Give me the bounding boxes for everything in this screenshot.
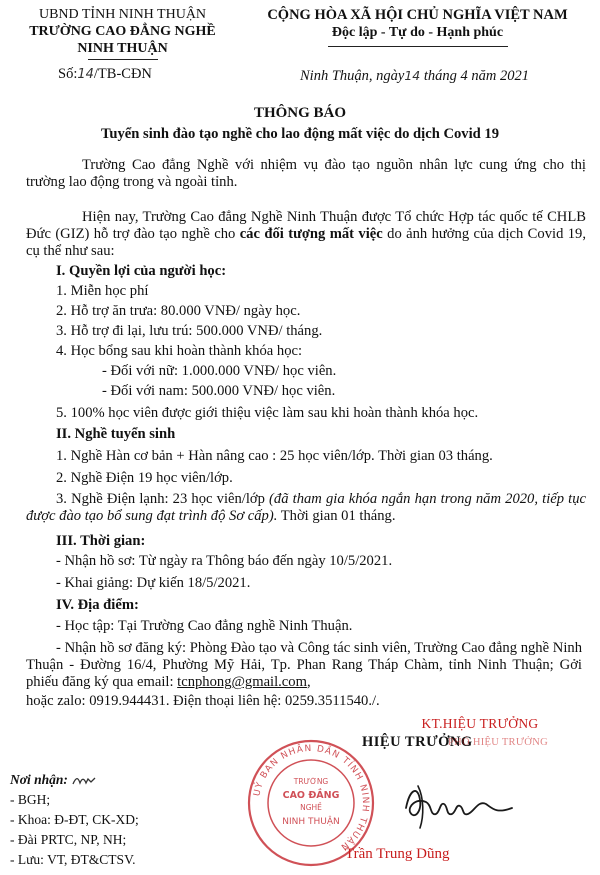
org-parent: UBND TỈNH NINH THUẬN [38,7,207,22]
section-1-heading: I. Quyền lợi của người học: [56,263,227,279]
header-left-underline [88,59,158,60]
section-1-item-1: 1. Miễn học phí [56,283,149,299]
recipient-item: - Khoa: Đ-ĐT, CK-XD; [10,812,139,827]
svg-text:TRƯỜNG: TRƯỜNG [293,777,329,786]
number-value: 14 [77,67,94,82]
date-suffix: tháng 4 năm 2021 [420,68,529,84]
intro-paragraph-1: Trường Cao đẳng Nghề với nhiệm vụ đào tạo nguồn nhân lực cung ứng cho thị trường lao động trong và ngoài tỉnh. [26,157,586,191]
intro-p2-emphasis: các đối tượng mất việc [239,226,383,243]
section-1-subitem-1: - Đối với nữ: 1.000.000 VNĐ/ học viên. [102,363,337,379]
number-prefix: Số: [58,66,78,82]
recipient-item: - Đài PRTC, NP, NH; [10,832,127,847]
handwritten-signature-icon [400,778,520,833]
section-2-item-1: 1. Nghề Hàn cơ bản + Hàn nâng cao : 25 học viên/lớp. Thời gian 03 tháng. [56,448,493,464]
section-2-item-3 [26,491,586,525]
section-1-subitem-2: - Đối với nam: 500.000 VNĐ/ học viên. [102,383,336,399]
section-2-item-2: 2. Nghề Điện 19 học viên/lớp. [56,470,233,486]
section-4-item-1: - Học tập: Tại Trường Cao đẳng nghề Ninh Thuận. [56,618,353,634]
section-2-item-3-text: 3. Nghề Điện lạnh: 23 học viên/lớp [56,491,270,507]
signer-name: Trần Trung Dũng [345,846,450,862]
section-4-item-2 [26,640,582,692]
intro-paragraph-2 [26,209,586,261]
national-title: CỘNG HÒA XÃ HỘI CHỦ NGHĨA VIỆT NAM [267,7,568,23]
recipients-heading-text: Nơi nhận: [10,772,68,787]
signature-role: HIỆU TRƯỞNG [362,734,473,750]
date-prefix: Ninh Thuận, ngày [300,68,405,84]
signature-deputy-role: PHÓ HIỆU TRƯỞNG [448,737,548,748]
section-4-item-2-text: - Nhận hồ sơ đăng ký: Phòng Đào tạo và Công tác sinh viên, Trường Cao đẳng nghề Ninh Thuận - Đường 16/4, Phường Mỹ Hải, Tp. Phan Rang Tháp Chàm, tỉnh Ninh Thuận; Gởi phiếu đăng ký qua email: [26,640,582,691]
document-title: THÔNG BÁO [253,105,347,121]
org-name-2: NINH THUẬN [77,41,168,56]
svg-text:CAO ĐẲNG: CAO ĐẲNG [282,790,340,801]
document-subtitle: Tuyển sinh đào tạo nghề cho lao động mất việc do dịch Covid 19 [100,126,500,142]
section-1-item-3: 3. Hỗ trợ đi lại, lưu trú: 500.000 VNĐ/ tháng. [56,323,323,339]
intro-p2-tail: do ảnh hưởng của dịch Covid 19, cụ thể như sau: [26,226,587,260]
section-3-item-1: - Nhận hồ sơ: Từ ngày ra Thông báo đến ngày 10/5/2021. [56,553,393,569]
recipients-heading [10,772,97,788]
org-name: TRƯỜNG CAO ĐẲNG NGHỀ [29,24,216,39]
intro-p2-text: Hiện nay, Trường Cao đẳng Nghề Ninh Thuận được Tổ chức Hợp tác quốc tế CHLB Đức (GIZ) hỗ trợ đào tạo nghề cho [26,209,586,243]
section-2-item-3-note: (đã tham gia khóa ngắn hạn trong năm 2020, tiếp tục được đào tạo bổ sung đạt trình độ Sơ cấp). [26,491,587,525]
handwritten-mark-icon [71,775,97,787]
section-2-heading: II. Nghề tuyển sinh [56,426,176,442]
section-1-item-5: 5. 100% học viên được giới thiệu việc làm sau khi hoàn thành khóa học. [56,405,479,421]
signature-kt-title: KT.HIỆU TRƯỞNG [421,716,539,731]
motto-underline [328,46,508,47]
recipient-item: - BGH; [10,792,51,807]
number-suffix: /TB-CĐN [93,66,152,82]
section-4-heading: IV. Địa điểm: [56,597,139,613]
recipient-item: - Lưu: VT, ĐT&CTSV. [10,852,136,867]
section-1-item-4: 4. Học bổng sau khi hoàn thành khóa học: [56,343,303,359]
svg-text:NINH THUẬN: NINH THUẬN [282,817,340,827]
date-day: 14 [404,68,421,83]
svg-text:UỶ BAN NHÂN DÂN TỈNH NINH THUẬ: UỶ BAN NHÂN DÂN TỈNH NINH THUẬN [252,743,371,853]
document-date [300,68,529,85]
section-3-heading: III. Thời gian: [56,533,146,549]
section-4-contact-line: hoặc zalo: 0919.944431. Điện thoại liên hệ: 0259.3511540./. [26,693,380,709]
svg-text:NGHỀ: NGHỀ [300,803,322,812]
header-right [240,6,595,42]
recipients-list [10,790,139,870]
section-4-item-2-comma: , [306,674,311,691]
document-number [58,66,152,83]
section-3-item-2: - Khai giảng: Dự kiến 18/5/2021. [56,575,251,591]
section-2-item-3-tail: Thời gian 01 tháng. [277,508,396,525]
contact-email-link[interactable]: tcnphong@gmail.com [177,674,307,691]
section-1-item-2: 2. Hỗ trợ ăn trưa: 80.000 VNĐ/ ngày học. [56,303,301,319]
national-motto: Độc lập - Tự do - Hạnh phúc [331,25,504,40]
header-left [10,6,235,57]
